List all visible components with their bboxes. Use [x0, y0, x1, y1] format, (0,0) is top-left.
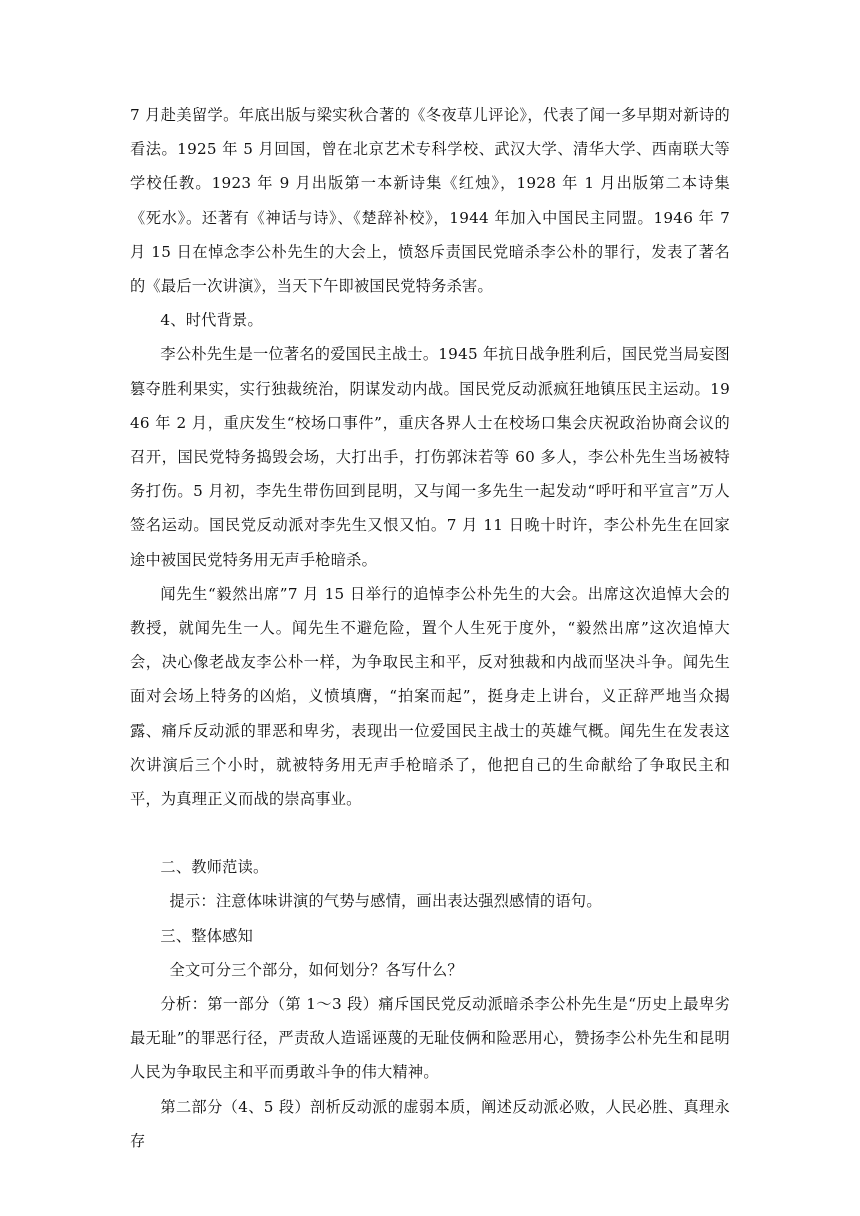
spacer: [130, 816, 730, 850]
paragraph-reading-tip: 提示：注意体味讲演的气势与感情，画出表达强烈感情的语句。: [169, 892, 602, 911]
paragraph-analysis-part-one: 分析：第一部分（第 1～3 段）痛斥国民党反动派暗杀李公朴先生是“历史上最卑劣最无耻”的罪恶行径，严责敌人造谣诬蔑的无耻伎俩和险恶用心，赞扬李公朴先生和昆明人民为争取民主和平而勇敢斗争的伟大精神。: [130, 995, 730, 1082]
paragraph-wen-yiduo: 闻先生“毅然出席”7 月 15 日举行的追悼李公朴先生的大会。出席这次追悼大会的教授，就闻先生一人。闻先生不避危险，置个人生死于度外，“毅然出席”这次追悼大会，决心像老战友李公朴一样，为争取民主和平，反对独裁和内战而坚决斗争。闻先生面对会场上特务的凶焰，义愤填膺，“拍案而起”，挺身走上讲台，义正辞严地当众揭露、痛斥反动派的罪恶和卑劣，表现出一位爱国民主战士的英雄气概。闻先生在发表这次讲演后三个小时，就被特务用无声手枪暗杀了，他把自己的生命献给了争取民主和平，为真理正义而战的崇高事业。: [130, 584, 730, 809]
document-body: [130, 98, 730, 1158]
section-heading-teacher-reading: 二、教师范读。: [160, 858, 269, 877]
paragraph-li-gongpu: 李公朴先生是一位著名的爱国民主战士。1945 年抗日战争胜利后，国民党当局妄图篡夺胜利果实，实行独裁统治，阴谋发动内战。国民党反动派疯狂地镇压民主运动。1946 年 2 月，重庆发生“校场口事件”，重庆各界人士在校场口集会庆祝政治协商会议的召开，国民党特务捣毁会场，大打出手，打伤郭沫若等 60 多人，李公朴先生当场被特务打伤。5 月初，李先生带伤回到昆明，又与闻一多先生一起发动“呼吁和平宣言”万人签名运动。国民党反动派对李先生又恨又怕。7 月 11 日晚十时许，李公朴先生在回家途中被国民党特务用无声手枪暗杀。: [130, 345, 730, 569]
paragraph-analysis-part-two: 第二部分（4、5 段）剖析反动派的虚弱本质，阐述反动派必败，人民必胜、真理永存: [130, 1097, 730, 1150]
section-heading-era-background: 4、时代背景。: [160, 311, 263, 330]
section-heading-overall-perception: 三、整体感知: [160, 926, 254, 945]
paragraph-biography: 7 月赴美留学。年底出版与梁实秋合著的《冬夜草儿评论》，代表了闻一多早期对新诗的看法。1925 年 5 月回国，曾在北京艺术专科学校、武汉大学、清华大学、西南联大等学校任教。1923 年 9 月出版第一本新诗集《红烛》，1928 年 1 月出版第二本诗集《死水》。还著有《神话与诗》、《楚辞补校》，1944 年加入中国民主同盟。1946 年 7 月 15 日在悼念李公朴先生的大会上，愤怒斥责国民党暗杀李公朴的罪行，发表了著名的《最后一次讲演》，当天下午即被国民党特务杀害。: [130, 106, 730, 296]
paragraph-question: 全文可分三个部分，如何划分？各写什么？: [169, 960, 463, 979]
